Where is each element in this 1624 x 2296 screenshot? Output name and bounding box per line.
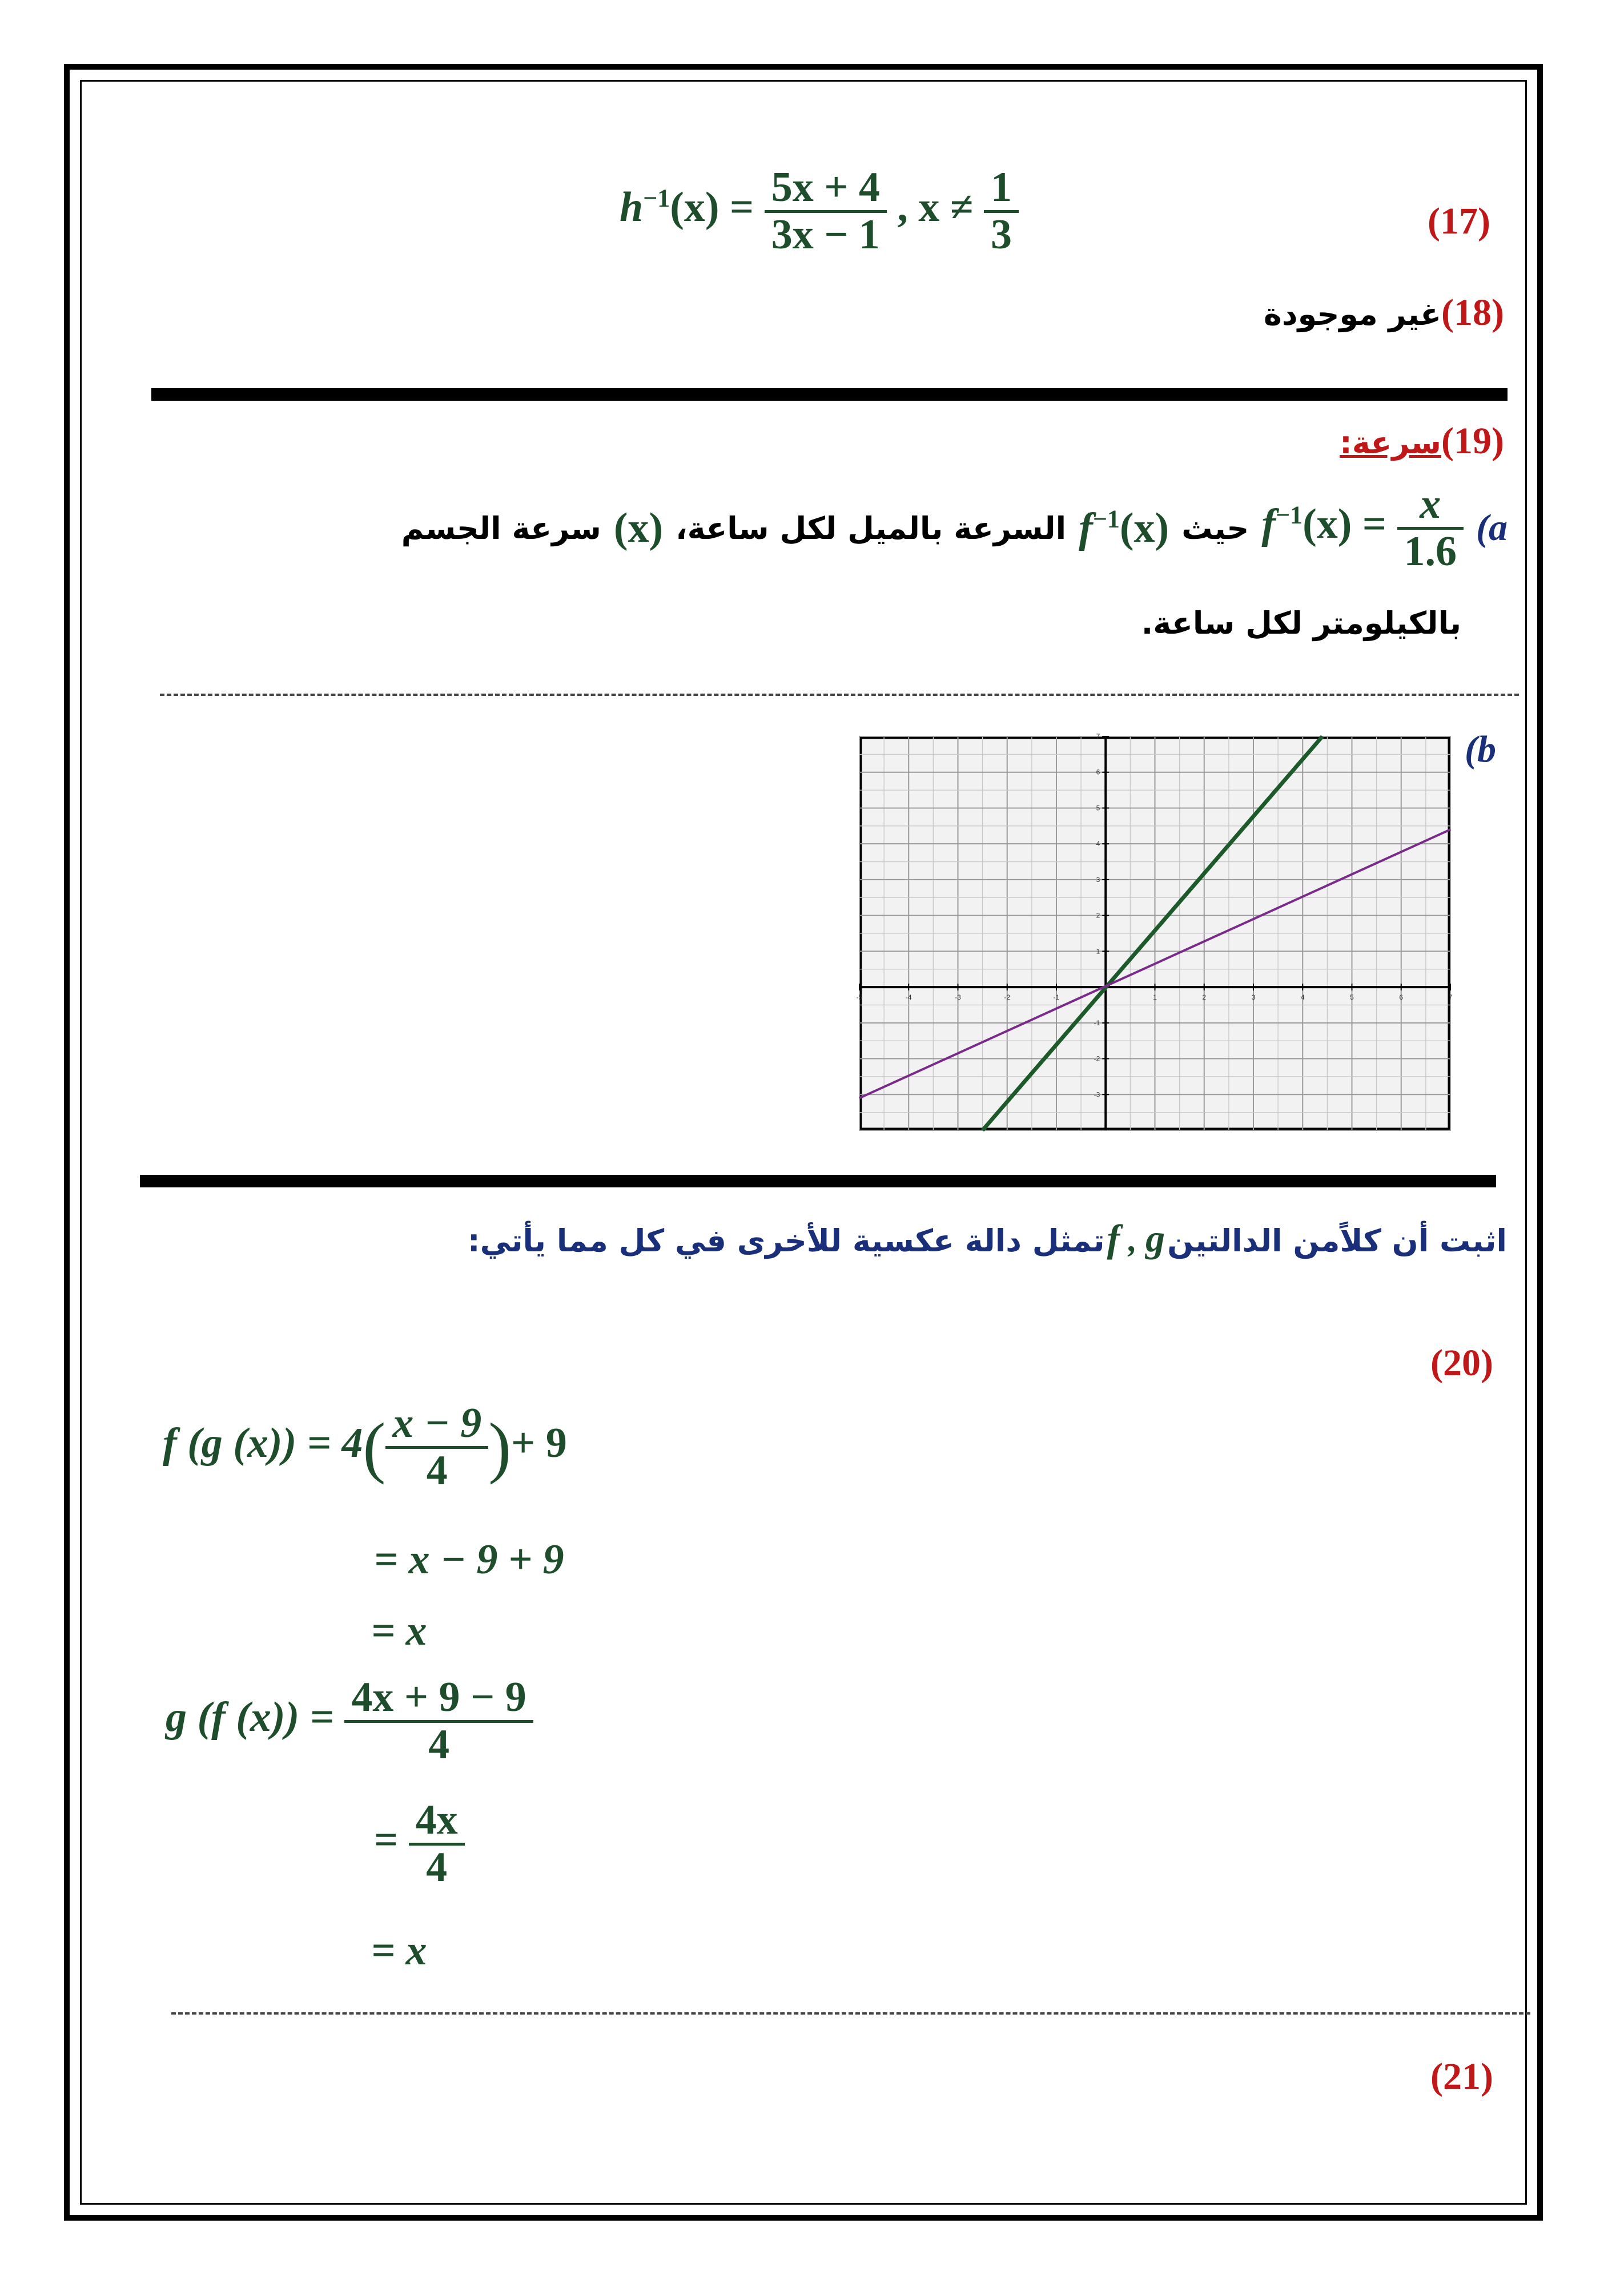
item19-a-text4: بالكيلومتر لكل ساعة. [1141,605,1461,641]
item19-a-fx: $f^{-1}(x)$ [1079,504,1169,551]
x-tick-label: -3 [955,993,961,1002]
item20-line2: = x − 9 + 9 [374,1536,564,1583]
item19-header [1340,420,1504,463]
x-tick-label: 6 [1399,993,1404,1002]
item17-number: (17) [1428,200,1490,242]
item20-line4: g (f (x)) = $\frac{4x + 9 - 9}{4}$ [166,1675,533,1767]
item18-number: (18) [1441,292,1504,333]
x-tick-label: -1 [1053,993,1060,1002]
y-tick-label: -1 [1094,1018,1100,1027]
item19-number: (19) [1441,420,1504,462]
line-graph [856,732,1453,1130]
item20-number: (20) [1430,1342,1493,1384]
item19-a-text3: سرعة الجسم [401,510,601,546]
y-tick-label: 3 [1096,875,1100,884]
y-tick-label: 2 [1096,911,1100,920]
item19-a-text2: السرعة بالميل لكل ساعة، [676,510,1067,546]
instruction-comma: , [1120,1221,1146,1259]
y-tick-label: 1 [1096,947,1100,956]
divider-dashed-1 [160,694,1519,696]
item19-title: سرعة: [1340,425,1442,461]
item17-equation: $h^{-1}(x)$ = $\frac{5x + 4}{3x - 1}$ , x ≠ $\frac{1}{3}$ [620,166,1019,257]
divider-dashed-2 [171,2012,1530,2015]
instruction-f: f [1107,1217,1120,1260]
x-tick-label: -4 [905,993,912,1002]
item18 [1264,291,1504,335]
item20-line1: f (g (x)) = 4( $\frac{x - 9}{4}$ )+ 9 [163,1400,567,1494]
x-tick-label: 2 [1202,993,1207,1002]
item21-number: (21) [1430,2056,1493,2097]
instruction [468,1216,1507,1261]
instruction-text-b: تمثل دالة عكسية للأخرى في كل مما يأتي: [468,1223,1105,1259]
item20-line6: = x [371,1927,427,1974]
instruction-text-a: اثبت أن كلاًمن الدالتين [1167,1223,1507,1259]
item20-line5: = $\frac{4x}{4}$ [374,1798,465,1890]
x-tick-label: 7 [1448,993,1453,1002]
item20-line3: = x [371,1608,427,1654]
instruction-g: g [1145,1217,1165,1260]
item19-a-equation: $f^{-1}(x)$ = $\frac{x}{1.6}$ [1261,482,1464,574]
y-tick-label: 5 [1096,804,1100,812]
x-tick-label: 5 [1350,993,1354,1002]
item19-a-label: (a [1476,507,1508,549]
y-tick-label: 4 [1096,840,1100,848]
item19-a-x: (x) [613,504,664,551]
item19-b-label: (b [1465,728,1496,770]
y-tick-label: -3 [1094,1090,1100,1099]
divider-thick-2 [140,1175,1496,1187]
y-tick-label: -2 [1094,1054,1100,1063]
x-tick-label: 4 [1300,993,1305,1002]
y-tick-label: 7 [1096,732,1100,740]
x-tick-label: 1 [1153,993,1157,1002]
x-tick-label: 3 [1251,993,1256,1002]
item18-text: غير موجودة [1264,296,1442,332]
x-tick-label: -5 [856,993,863,1002]
x-tick-label: -2 [1004,993,1011,1002]
item19-a-line [266,482,1508,574]
item19-a-text1: حيث [1181,510,1249,546]
y-tick-label: 6 [1096,768,1100,776]
divider-thick-1 [151,388,1508,401]
